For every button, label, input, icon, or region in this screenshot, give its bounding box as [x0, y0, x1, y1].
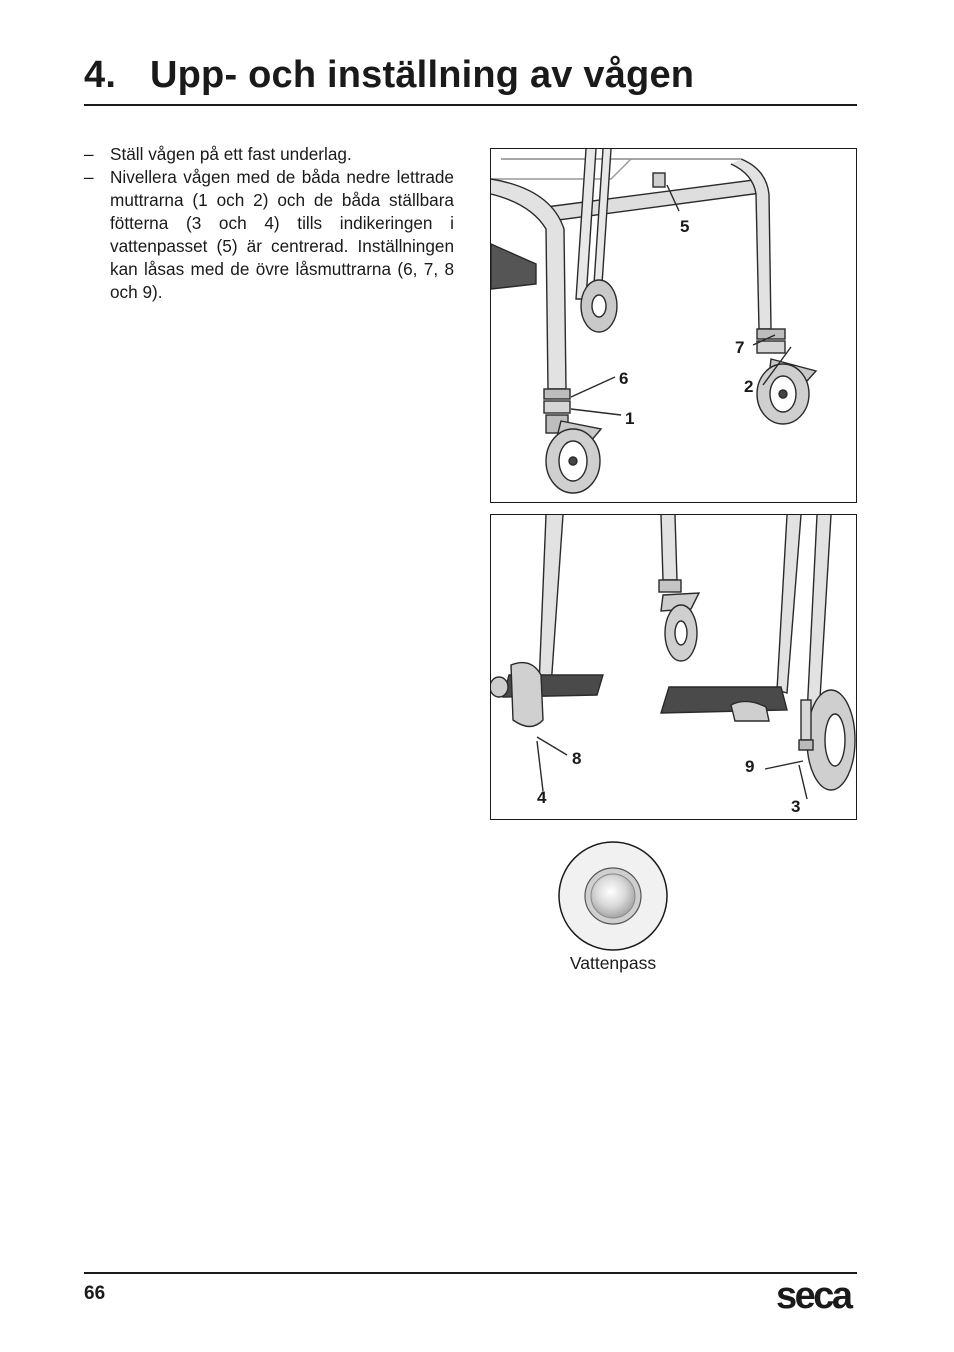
page-number: 66	[84, 1283, 106, 1304]
footplates-feet-illustration	[491, 515, 856, 819]
callout-4: 4	[537, 788, 547, 807]
section-title: Upp- och inställning av vågen	[150, 54, 695, 96]
footer-divider	[84, 1272, 857, 1274]
step-bullet: –	[84, 144, 94, 164]
section-number: 4.	[84, 54, 117, 96]
frame-casters-illustration	[491, 149, 856, 502]
callout-2: 2	[744, 377, 754, 396]
callout-1: 1	[625, 409, 635, 428]
step-text: Ställ vågen på ett fast underlag.	[110, 144, 352, 164]
instruction-list	[84, 143, 454, 304]
step-bullet: –	[84, 167, 94, 187]
spirit-level-caption: Vattenpass	[569, 953, 657, 973]
figure-footplates-feet	[490, 514, 857, 820]
callout-3: 3	[791, 797, 801, 816]
page-title	[84, 52, 857, 106]
figure-frame-casters	[490, 148, 857, 503]
callout-5: 5	[680, 217, 690, 236]
spirit-level	[557, 840, 669, 952]
callout-7: 7	[735, 338, 745, 357]
spirit-level-graphic	[557, 840, 669, 952]
callout-8: 8	[572, 749, 582, 768]
instruction-step	[84, 143, 454, 166]
brand-logo: seca	[776, 1275, 851, 1317]
instruction-step	[84, 166, 454, 304]
step-text: Nivellera vågen med de båda nedre lettrade muttrarna (1 och 2) och de båda ställbara fötterna (3 och 4) tills indikeringen i vattenpasset (5) är centrerad. Inställningen kan låsas med de övre låsmuttrarna (6, 7, 8 och 9).	[110, 167, 454, 302]
callout-6: 6	[619, 369, 629, 388]
callout-9: 9	[745, 757, 755, 776]
